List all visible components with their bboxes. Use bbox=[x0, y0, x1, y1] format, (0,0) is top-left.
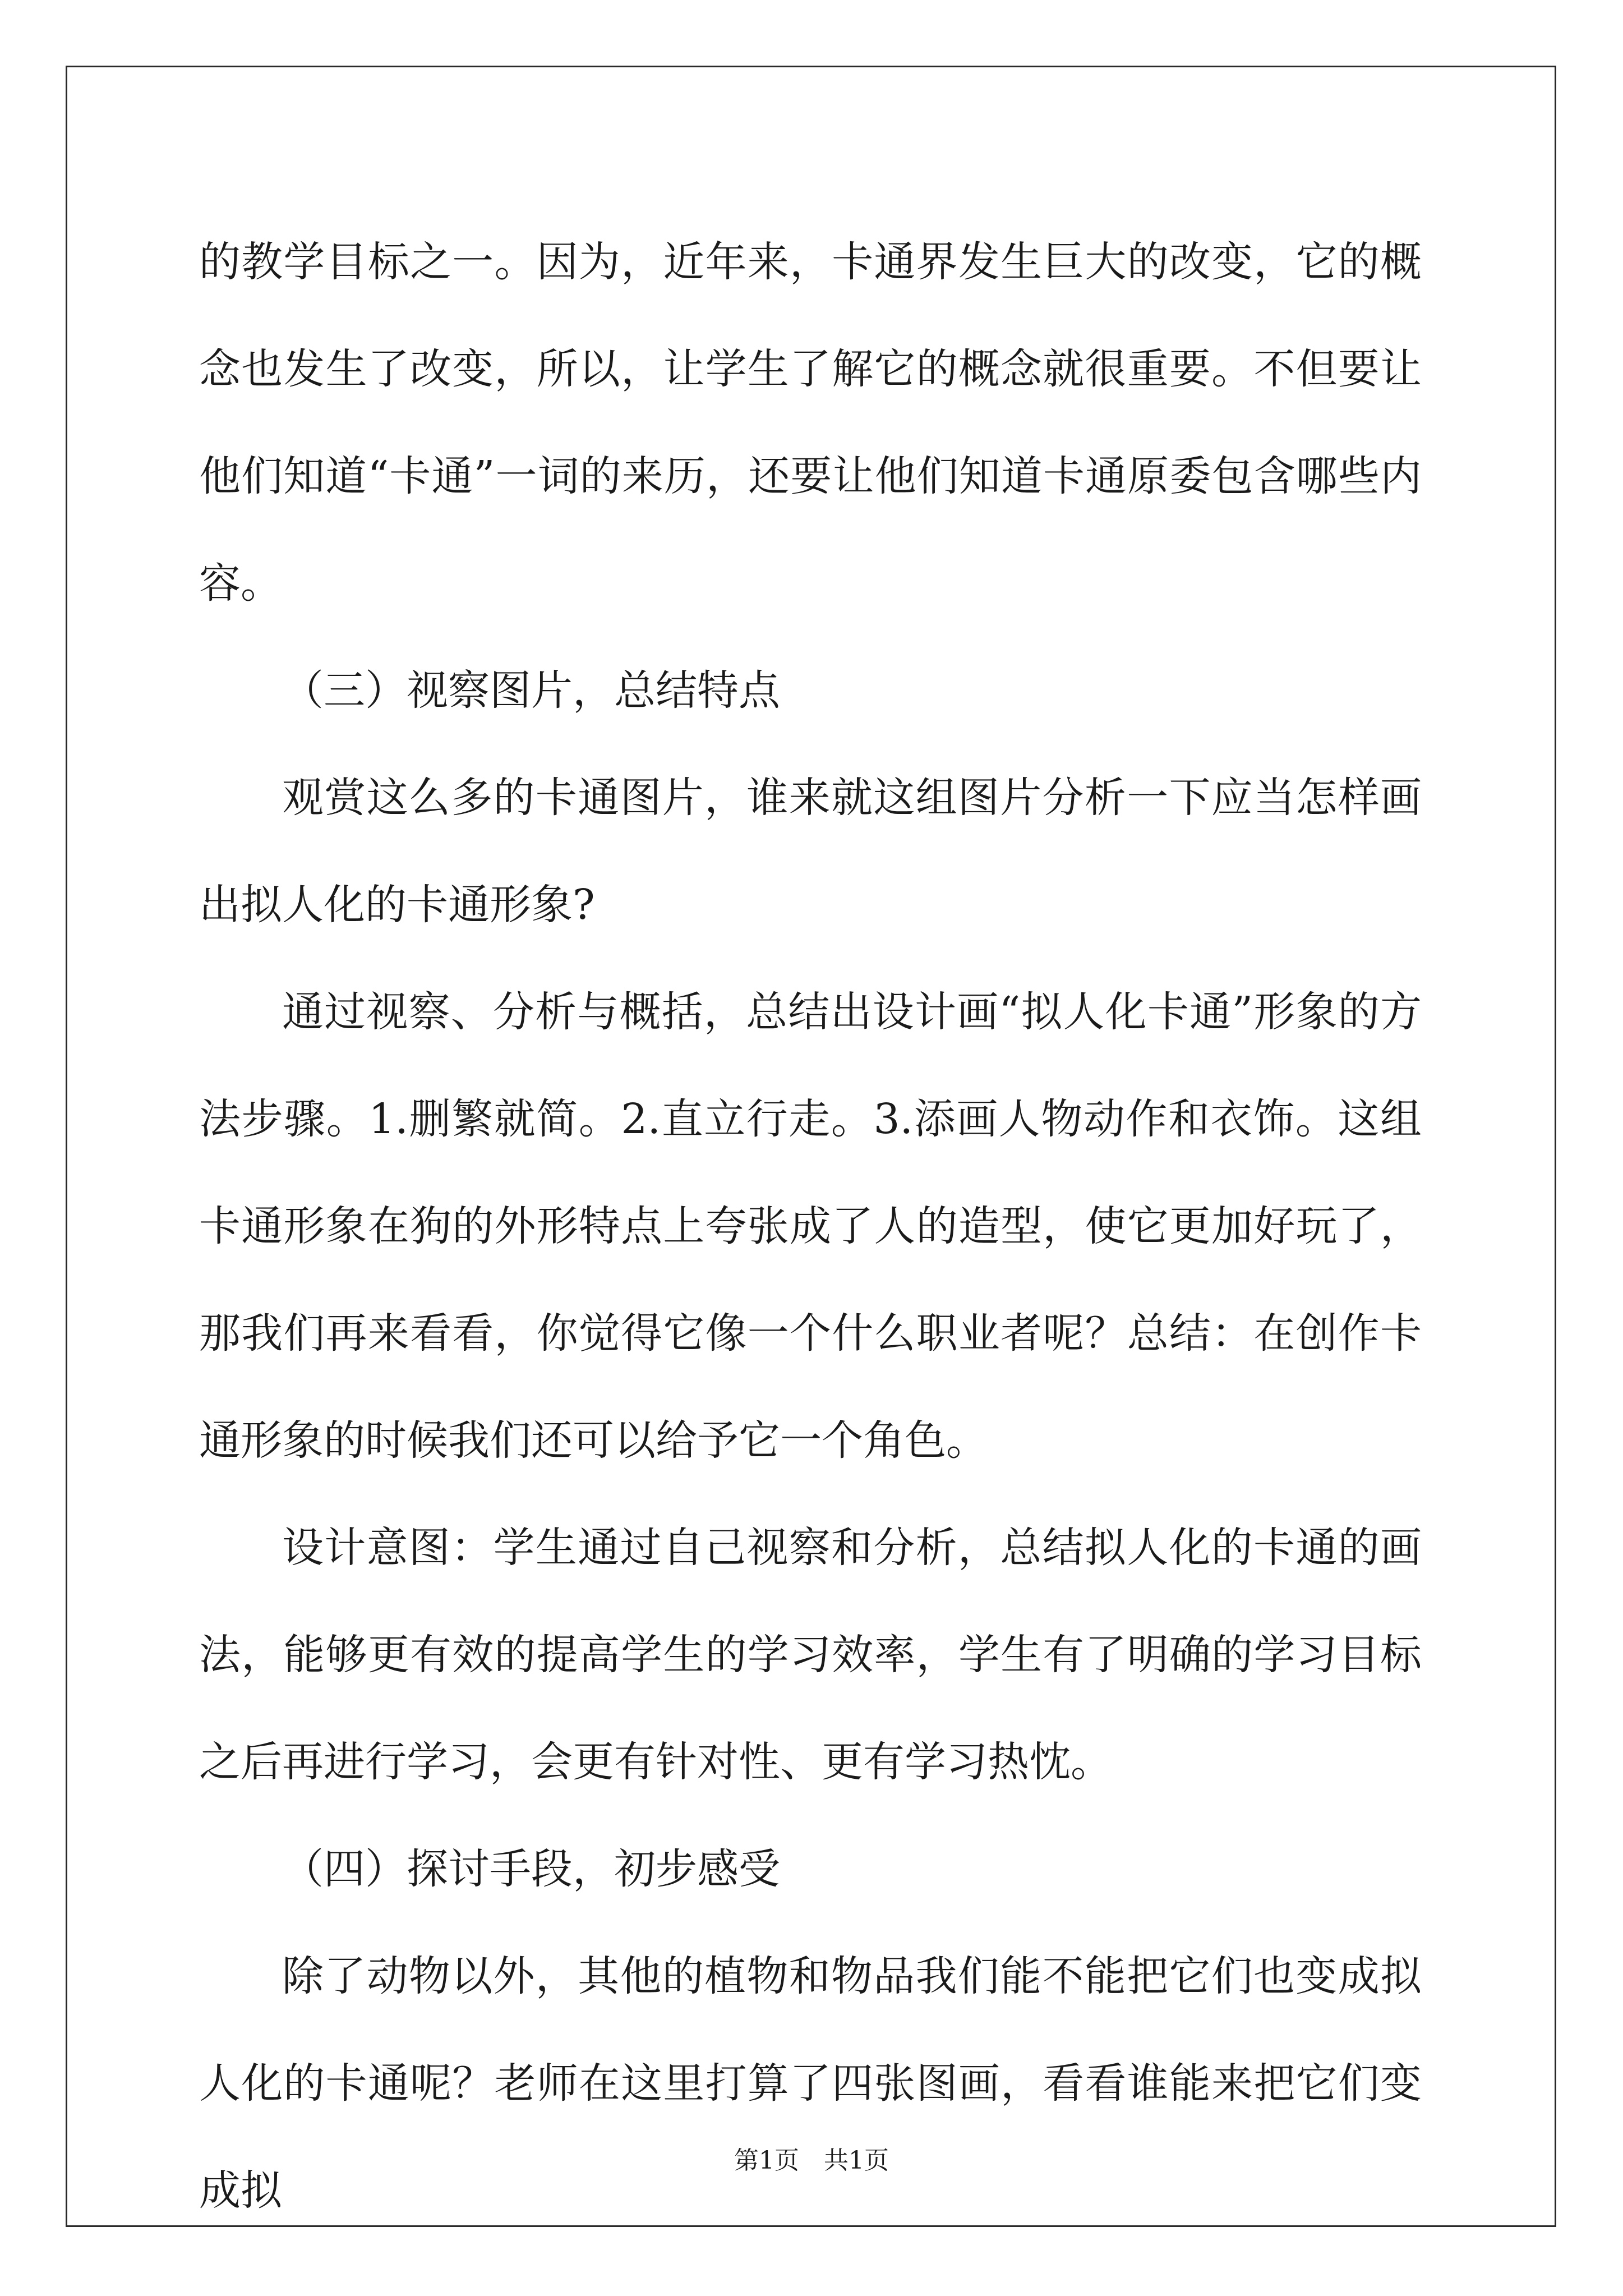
paragraph-2: 观赏这么多的卡通图片，谁来就这组图片分析一下应当怎样画出拟人化的卡通形象? bbox=[199, 774, 1422, 929]
paragraph-4: 除了动物以外，其他的植物和物品我们能不能把它们也变成拟人化的卡通呢？老师在这里打算了四张图画，看看谁能来把它们变成拟 bbox=[199, 1952, 1422, 2215]
section-heading-3: （三）视察图片，总结特点 bbox=[282, 666, 780, 715]
paragraph-3: 通过视察、分析与概括，总结出设计画“拟人化卡通”形象的方法步骤。1.删繁就简。2.直立行走。3.添画人物动作和衣饰。这组卡通形象在狗的外形特点上夸张成了人的造型，使它更加好玩了，那我们再来看看，你觉得它像一个什么职业者呢？总结：在创作卡通形象的时候我们还可以给予它一个角色。 bbox=[199, 988, 1422, 1465]
document-body bbox=[199, 209, 1422, 2244]
paragraph-1: 的教学目标之一。因为，近年来，卡通界发生巨大的改变，它的概念也发生了改变，所以，让学生了解它的概念就很重要。不但要让他们知道“卡通”一词的来历，还要让他们知道卡通原委包含哪些内容。 bbox=[199, 238, 1422, 608]
section-heading-4: （四）探讨手段，初步感受 bbox=[282, 1845, 780, 1893]
page-number-footer: 第1页 共1页 bbox=[734, 2146, 889, 2175]
paragraph-design-intent: 设计意图：学生通过自己视察和分析，总结拟人化的卡通的画法，能够更有效的提高学生的学习效率，学生有了明确的学习目标之后再进行学习，会更有针对性、更有学习热忱。 bbox=[199, 1524, 1422, 1786]
